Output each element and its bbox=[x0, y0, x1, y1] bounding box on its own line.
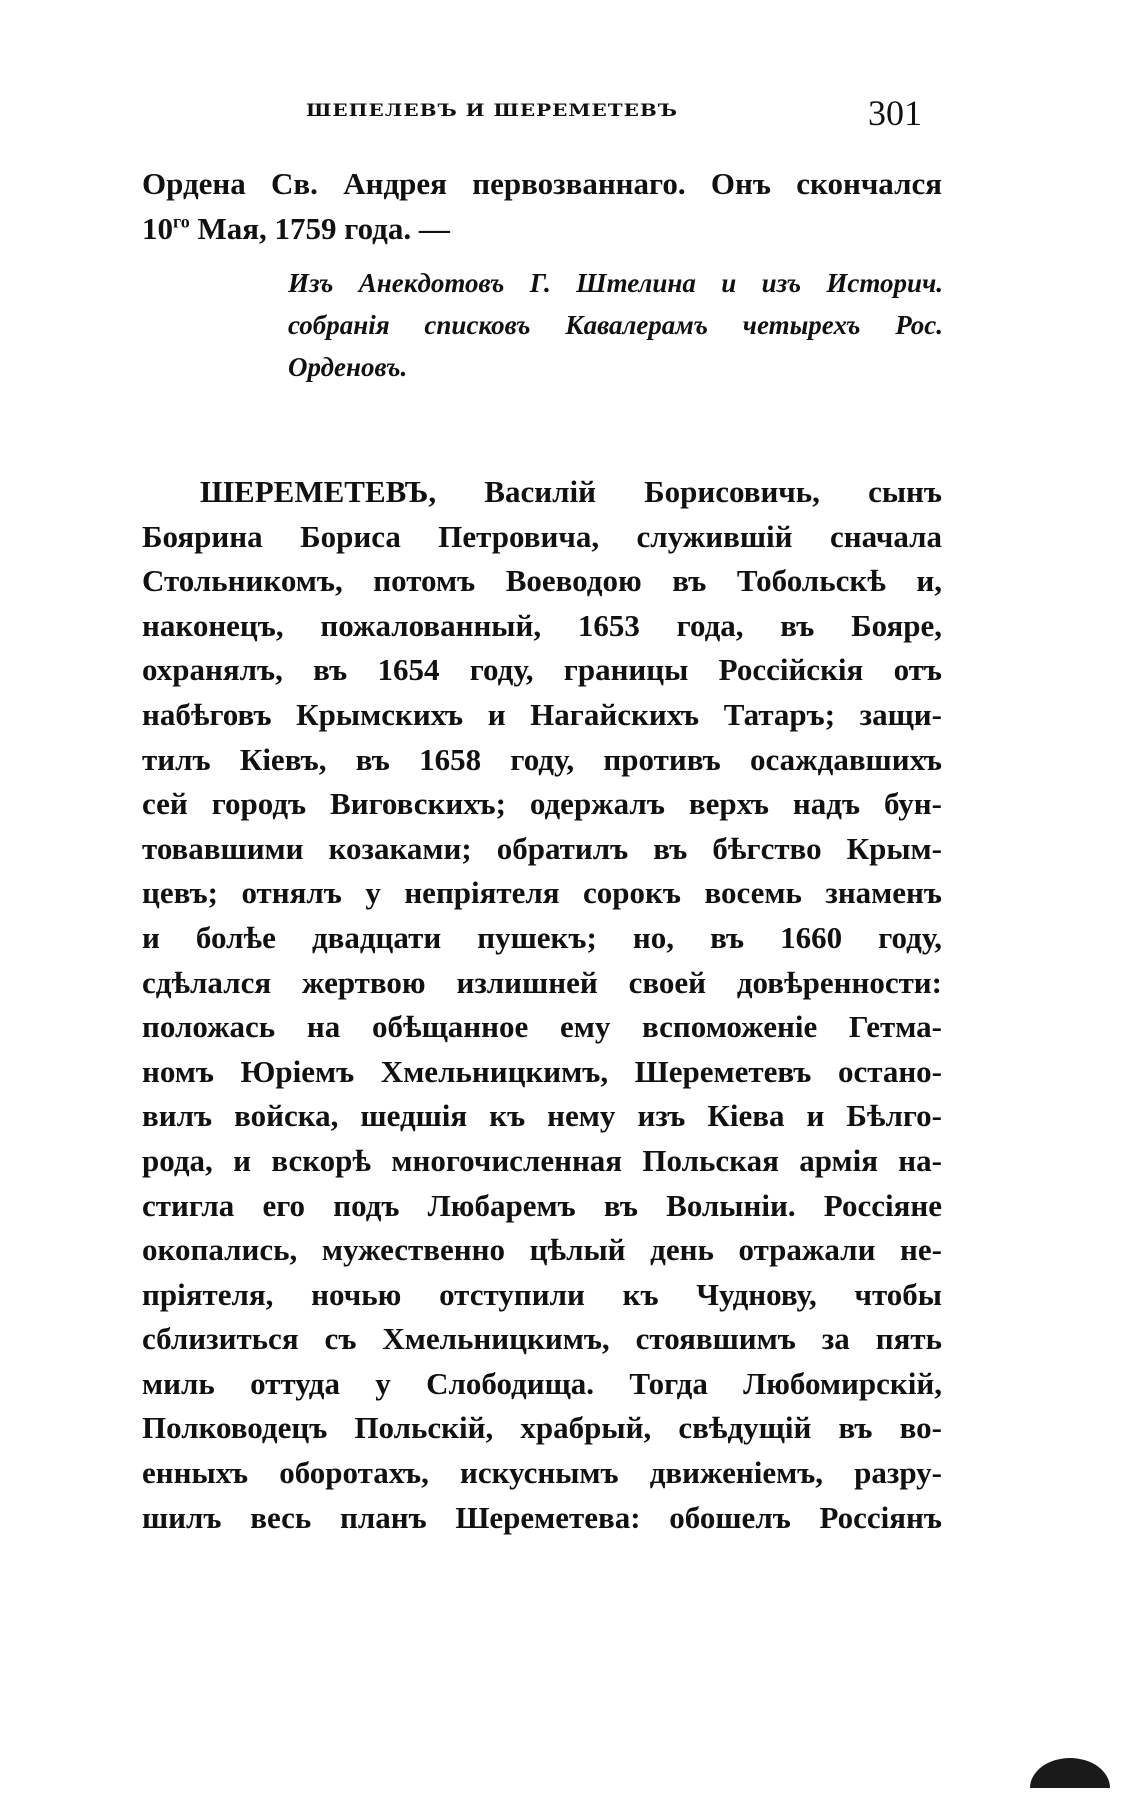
citation-line: Орденовъ. bbox=[288, 352, 408, 382]
text-line: цевъ; отнялъ у непріятеля сорокъ восемь знаменъ bbox=[142, 875, 942, 911]
text-line: сей городъ Виговскихъ; одержалъ верхъ надъ бун- bbox=[142, 786, 942, 822]
ink-stain-mark bbox=[1030, 1758, 1110, 1788]
text-line: сдѣлался жертвою излишней своей довѣренности: bbox=[142, 964, 942, 1000]
text-line: тилъ Кіевъ, въ 1658 году, противъ осаждавшихъ bbox=[142, 741, 942, 777]
text-line: и болѣе двадцати пушекъ; но, въ 1660 году, bbox=[142, 919, 942, 955]
text-line: $10^{го}$ Мая, 1759 года. — bbox=[142, 210, 450, 246]
text-line: ШЕРЕМЕТЕВЪ, Василій Борисовичь, сынъ bbox=[200, 474, 942, 509]
citation-line: собранія списковъ Кавалерамъ четырехъ Рос. bbox=[288, 310, 943, 340]
text-line: вилъ войска, шедшія къ нему изъ Кіева и Бѣлго- bbox=[142, 1098, 942, 1134]
text-line: Боярина Бориса Петровича, служившій сначала bbox=[142, 518, 942, 554]
text-line: номъ Юріемъ Хмельницкимъ, Шереметевъ остано- bbox=[142, 1053, 942, 1089]
source-citation bbox=[288, 262, 943, 388]
citation-line: Изъ Анекдотовъ Г. Штелина и изъ Историч. bbox=[288, 268, 943, 298]
text-line: енныхъ оборотахъ, искуснымъ движеніемъ, разру- bbox=[142, 1455, 942, 1491]
superscript: го bbox=[173, 211, 190, 232]
paragraph-1 bbox=[142, 162, 942, 251]
text-line: миль оттуда у Слободища. Тогда Любомирскій, bbox=[142, 1365, 942, 1401]
text-line: товавшими козаками; обратилъ въ бѣгство Крым- bbox=[142, 830, 942, 866]
text-line: Полководецъ Польскій, храбрый, свѣдущій въ во- bbox=[142, 1410, 942, 1446]
running-head: ШЕПЕЛЕВЪ И ШЕРЕМЕТЕВЪ bbox=[306, 100, 678, 121]
text-line: сблизиться съ Хмельницкимъ, стоявшимъ за пять bbox=[142, 1321, 942, 1357]
text-line: наконецъ, пожалованный, 1653 года, въ Бояре, bbox=[142, 607, 942, 643]
text-line: пріятеля, ночью отступили къ Чуднову, чтобы bbox=[142, 1276, 942, 1312]
text-line: окопались, мужественно цѣлый день отражали не- bbox=[142, 1232, 942, 1268]
text-line: Ордена Св. Андрея первозваннаго. Онъ скончался bbox=[142, 166, 942, 201]
text-line: набѣговъ Крымскихъ и Нагайскихъ Татаръ; защи- bbox=[142, 696, 942, 732]
paragraph-2 bbox=[142, 470, 942, 1540]
text-line: стигла его подъ Любаремъ въ Волыніи. Россіяне bbox=[142, 1187, 942, 1223]
text-line: положась на обѣщанное ему вспоможеніе Гетма- bbox=[142, 1009, 942, 1045]
page-number: 301 bbox=[868, 93, 922, 133]
text-line: рода, и вскорѣ многочисленная Польская армія на- bbox=[142, 1142, 942, 1178]
text-line: охранялъ, въ 1654 году, границы Россійскія отъ bbox=[142, 652, 942, 688]
text-line: Стольникомъ, потомъ Воеводою въ Тобольскѣ и, bbox=[142, 563, 942, 599]
text-line: шилъ весь планъ Шереметева: обошелъ Россіянъ bbox=[142, 1499, 942, 1535]
